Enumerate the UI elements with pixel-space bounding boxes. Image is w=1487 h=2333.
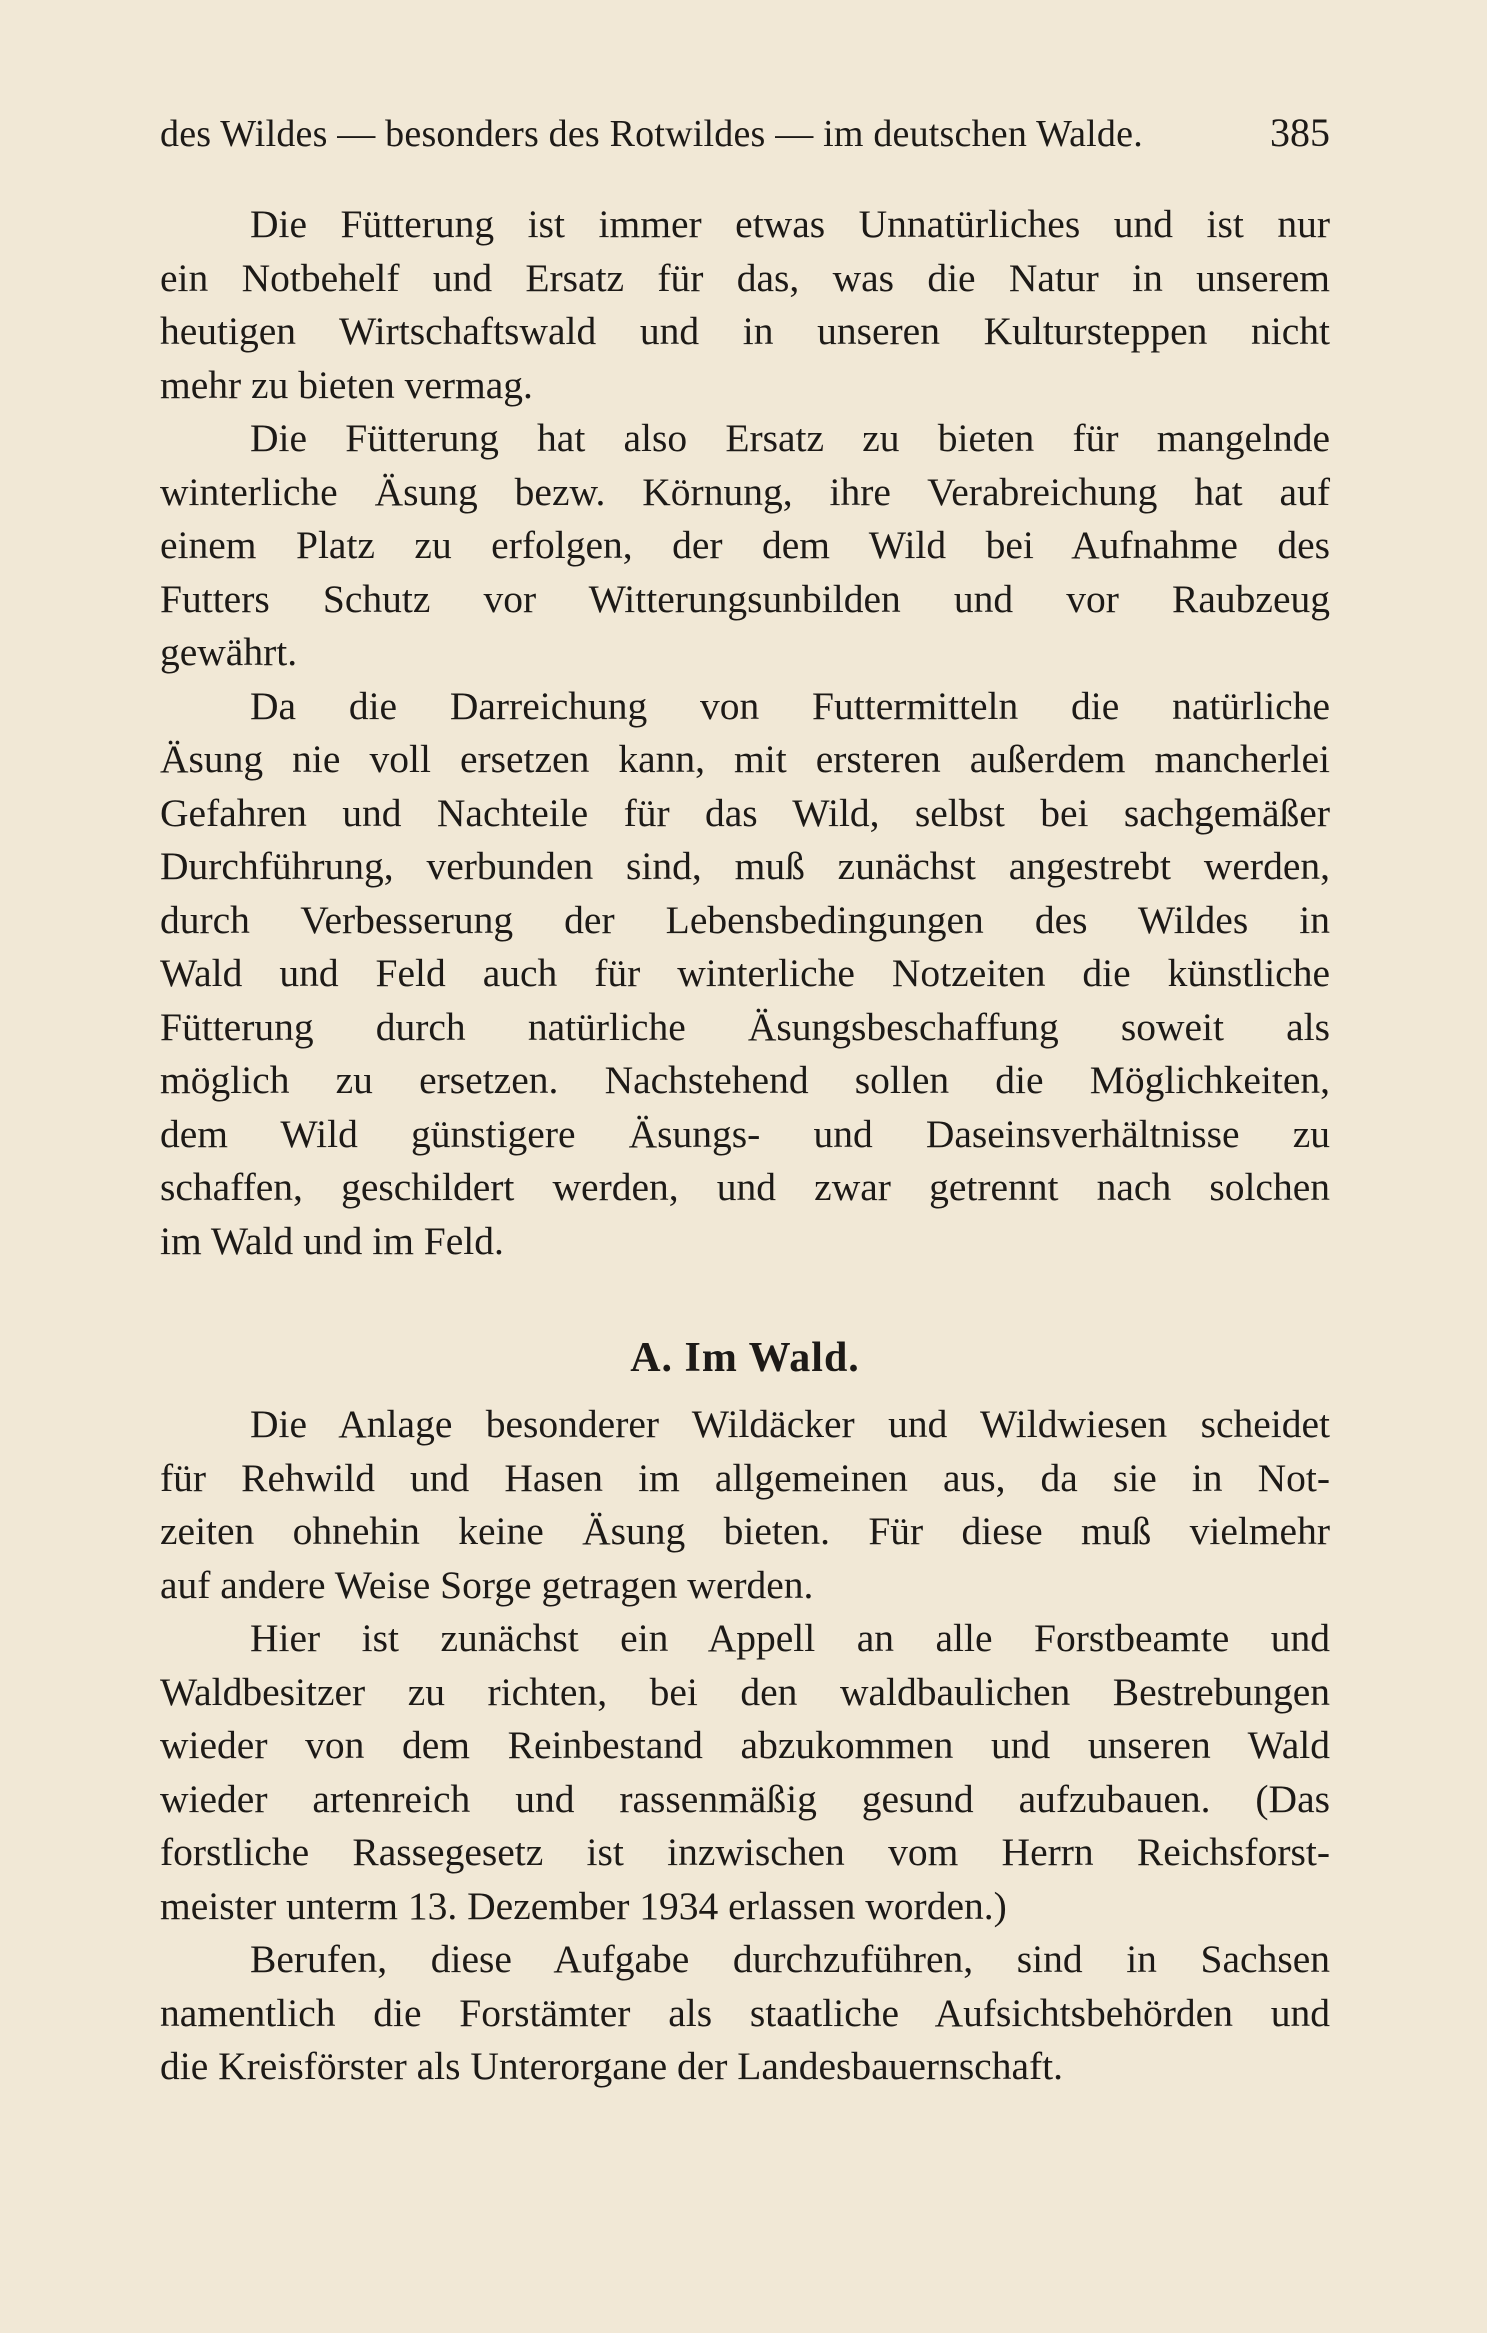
text-line: durch Verbesserung der Lebensbedingungen des Wildes in — [160, 897, 1330, 942]
text-line: ein Notbehelf und Ersatz für das, was die Natur in unserem — [160, 255, 1330, 300]
text-line: Durchführung, verbunden sind, muß zunächst angestrebt werden, — [160, 844, 1330, 888]
text-line: Da die Darreichung von Futtermitteln die natürliche — [250, 683, 1330, 728]
text-line: gewährt. — [160, 630, 298, 674]
text-line: Fütterung durch natürliche Äsungsbeschaffung soweit als — [160, 1004, 1330, 1049]
text-line: im Wald und im Feld. — [160, 1218, 504, 1263]
text-line: forstliche Rassegesetz ist inzwischen vom Herrn Reichsforst- — [160, 1830, 1330, 1874]
text-line: Die Fütterung hat also Ersatz zu bieten für mangelnde — [250, 416, 1330, 460]
page-body — [160, 198, 1330, 2094]
text-line: auf andere Weise Sorge getragen werden. — [160, 1562, 814, 1607]
text-line: wieder artenreich und rassenmäßig gesund aufzubauen. (Das — [160, 1776, 1330, 1821]
paragraph — [160, 1612, 1330, 1933]
section-heading: A. Im Wald. — [630, 1335, 860, 1381]
text-line: Hier ist zunächst ein Appell an alle Forstbeamte und — [250, 1616, 1330, 1660]
running-title: des Wildes — besonders des Rotwildes — im deutschen Walde. — [160, 113, 1143, 155]
paragraph — [160, 1933, 1330, 2094]
text-line: einem Platz zu erfolgen, der dem Wild bei Aufnahme des — [160, 523, 1330, 567]
paragraph — [160, 198, 1330, 412]
text-line: heutigen Wirtschaftswald und in unseren Kultursteppen nicht — [160, 309, 1330, 353]
text-line: für Rehwild und Hasen im allgemeinen aus, da sie in Not- — [160, 1455, 1330, 1500]
text-line: Futters Schutz vor Witterungsunbilden und vor Raubzeug — [160, 576, 1330, 621]
text-line: mehr zu bieten vermag. — [160, 362, 533, 407]
running-header — [160, 108, 1330, 159]
text-line: wieder von dem Reinbestand abzukommen und unseren Wald — [160, 1723, 1330, 1767]
paragraph — [160, 412, 1330, 680]
text-line: dem Wild günstigere Äsungs- und Daseinsverhältnisse zu — [160, 1111, 1330, 1156]
text-line: namentlich die Forstämter als staatliche Aufsichtsbehörden und — [160, 1990, 1330, 2035]
text-line: Äsung nie voll ersetzen kann, mit ersteren außerdem mancherlei — [160, 737, 1330, 781]
paragraph — [160, 680, 1330, 1269]
text-line: schaffen, geschildert werden, und zwar getrennt nach solchen — [160, 1165, 1330, 1209]
paragraph — [160, 1398, 1330, 1612]
text-line: Die Fütterung ist immer etwas Unnatürliches und ist nur — [250, 202, 1330, 246]
text-line: die Kreisförster als Unterorgane der Landesbauernschaft. — [160, 2044, 1064, 2088]
text-line: Die Anlage besonderer Wildäcker und Wildwiesen scheidet — [250, 1402, 1330, 1446]
text-line: Wald und Feld auch für winterliche Notzeiten die künstliche — [160, 951, 1330, 995]
text-line: Berufen, diese Aufgabe durchzuführen, sind in Sachsen — [250, 1937, 1330, 1981]
text-line: zeiten ohnehin keine Äsung bieten. Für diese muß vielmehr — [160, 1509, 1330, 1553]
text-line: Waldbesitzer zu richten, bei den waldbaulichen Bestrebungen — [160, 1669, 1330, 1714]
page-number: 385 — [1270, 110, 1330, 155]
text-line: meister unterm 13. Dezember 1934 erlassen worden.) — [160, 1883, 1007, 1928]
text-line: winterliche Äsung bezw. Körnung, ihre Verabreichung hat auf — [160, 469, 1330, 514]
text-line: möglich zu ersetzen. Nachstehend sollen die Möglichkeiten, — [160, 1058, 1330, 1102]
text-line: Gefahren und Nachteile für das Wild, selbst bei sachgemäßer — [160, 790, 1330, 835]
